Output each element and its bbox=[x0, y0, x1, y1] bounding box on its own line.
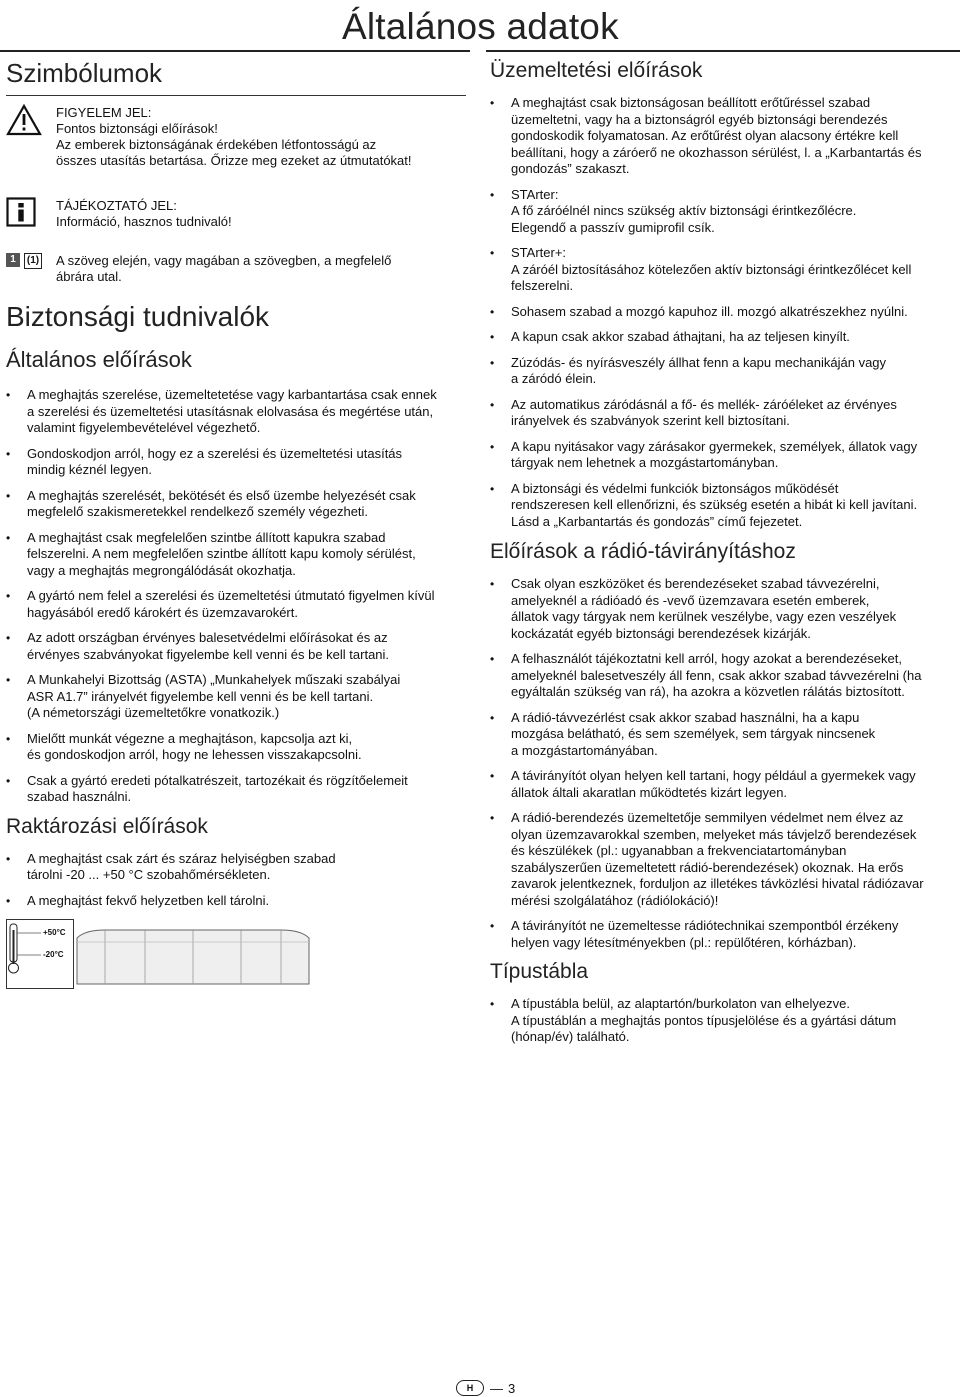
figure-number-paren-box: (1) bbox=[24, 253, 42, 269]
list-item-line: felszerelni. bbox=[511, 278, 574, 293]
list-item bbox=[6, 630, 466, 663]
list-item-line: A fő záróélnél nincs szükség aktív biztonsági érintkezőlécre. bbox=[511, 203, 857, 218]
list-item-line: ASR A1.7” irányelvét figyelembe kell venni és be kell tartani. bbox=[27, 688, 374, 704]
list-item-line: (A németországi üzemeltetőkre vonatkozik.) bbox=[27, 705, 280, 720]
list-item bbox=[490, 996, 952, 1046]
list-item bbox=[6, 773, 466, 806]
list-item bbox=[6, 588, 466, 621]
list-item-line: • A felhasználót tájékoztatni kell arról, hogy azokat a berendezéseket, bbox=[511, 651, 902, 666]
language-badge: H bbox=[456, 1380, 484, 1396]
page-footer bbox=[456, 1380, 515, 1396]
list-item-line: gondozás” szakaszt. bbox=[511, 161, 630, 176]
list-item-line: • A meghajtást fekvő helyzetben kell tárolni. bbox=[27, 892, 270, 908]
list-item-line: • A Munkahelyi Bizottság (ASTA) „Munkahelyek műszaki szabályai bbox=[27, 672, 401, 687]
nameplate-list bbox=[490, 996, 952, 1046]
list-item bbox=[490, 329, 952, 346]
list-item bbox=[490, 651, 952, 701]
right-column bbox=[490, 52, 952, 1055]
warning-line: összes utasítás betartása. Őrizze meg ezeket az útmutatókat! bbox=[56, 153, 412, 168]
list-item-line: helyen vagy létesítményekben (pl.: repülőtéren, kórházban). bbox=[511, 934, 857, 950]
list-item-line: megfelelő szakismeretekkel rendelkező személy végezheti. bbox=[27, 504, 369, 519]
figure-reference-line: A szöveg elején, vagy magában a szövegben, a megfelelő bbox=[56, 253, 392, 268]
list-item bbox=[490, 304, 952, 321]
left-column bbox=[6, 52, 466, 989]
list-item-line: tárgyak nem lehetnek a mozgástartományban. bbox=[511, 455, 779, 470]
operation-rules-list bbox=[490, 95, 952, 530]
list-item-line: • STArter: bbox=[511, 186, 559, 202]
list-item-line: • Az automatikus záródásnál a fő- és mellék- záróéleket az érvényes bbox=[511, 396, 897, 412]
list-item bbox=[6, 446, 466, 479]
list-item bbox=[6, 851, 466, 884]
list-item bbox=[490, 95, 952, 178]
list-item-line: vagy a meghajtás megrongálódását okozhatja. bbox=[27, 562, 296, 578]
list-item bbox=[6, 387, 466, 437]
list-item-line: • A rádió-távvezérlést csak akkor szabad használni, ha a kapu bbox=[511, 709, 860, 725]
list-item-line: • A meghajtás szerelése, üzemeltetetése vagy karbantartása csak ennek bbox=[27, 387, 437, 402]
list-item-line: amelyeknél balesetveszély áll fenn, csak akkor szabad távvezérelni (ha bbox=[511, 667, 922, 683]
storage-temperature-illustration bbox=[6, 919, 74, 989]
list-item-line: • A meghajtást csak zárt és száraz helyiségben szabad bbox=[27, 850, 336, 866]
footer-dash: — bbox=[490, 1380, 503, 1396]
list-item-line: • A kapu nyitásakor vagy zárásakor gyermekek, személyek, állatok vagy bbox=[511, 438, 918, 454]
list-item bbox=[490, 576, 952, 642]
list-item bbox=[6, 672, 466, 722]
list-item-line: hagyásából eredő károkért és üzemzavarokért. bbox=[27, 604, 298, 620]
list-item-line: felszerelni. A nem megfelelően szintbe állított kapu komoly sérülést, bbox=[27, 546, 416, 561]
list-item-line: egyáltalán szükség van rá), ha azokra a közvetlen rálátás biztosított. bbox=[511, 684, 905, 699]
list-item bbox=[490, 810, 952, 909]
info-symbol-row bbox=[6, 197, 466, 231]
list-item-line: • Gondoskodjon arról, hogy ez a szerelési és üzemeltetési utasítás bbox=[27, 445, 403, 461]
temp-low-label: -20°C bbox=[43, 950, 64, 959]
list-item-line: • Csak a gyártó eredeti pótalkatrészeit, tartozékait és rögzítőelemeit bbox=[27, 772, 408, 788]
nameplate-heading: Típustábla bbox=[490, 960, 589, 983]
list-item-line: mozgása belátható, és sem személyek, sem tárgyak nincsenek bbox=[511, 726, 876, 741]
list-item-line: valamint figyelembevételével végezhető. bbox=[27, 420, 261, 435]
list-item-line: tárolni -20 ... +50 °C szobahőmérsékleten. bbox=[27, 867, 271, 882]
general-rules-heading: Általános előírások bbox=[6, 347, 192, 372]
list-item-line: • Csak olyan eszközöket és berendezéseket szabad távvezérelni, bbox=[511, 576, 880, 591]
list-item-line: • A távirányítót ne üzemeltesse rádiótechnikai szempontból érzékeny bbox=[511, 918, 899, 933]
warning-line: Az emberek biztonságának érdekében létfontosságú az bbox=[56, 137, 377, 152]
list-item-line: érvényes szabványokat figyelembe kell venni és be kell tartani. bbox=[27, 646, 390, 662]
list-item bbox=[490, 397, 952, 430]
general-rules-list bbox=[6, 387, 466, 806]
list-item-line: a szerelési és üzemeltetési utasításnak elolvasása és megértése után, bbox=[27, 403, 434, 419]
list-item-line: • A típustábla belül, az alaptartón/burkolaton van elhelyezve. bbox=[511, 996, 850, 1011]
list-item bbox=[490, 710, 952, 760]
list-item-line: a záródó élein. bbox=[511, 371, 597, 386]
warning-symbol-row bbox=[6, 104, 466, 169]
list-item bbox=[490, 918, 952, 951]
list-item bbox=[490, 481, 952, 531]
list-item-line: • A meghajtást csak megfelelően szintbe állított kapukra szabad bbox=[27, 529, 386, 545]
list-item-line: amelyeknél a rádióadó és -vevő üzemzavara esetén emberek, bbox=[511, 592, 870, 608]
list-item-line: zavarok jelentkeznek, forduljon az illetékes távközlési hivatal rádiózavar bbox=[511, 876, 924, 891]
page-header bbox=[0, 0, 960, 52]
info-label: TÁJÉKOZTATÓ JEL: bbox=[56, 198, 177, 213]
list-item-line: (hónap/év) található. bbox=[511, 1029, 630, 1044]
page-title: Általános adatok bbox=[342, 6, 619, 47]
list-item-line: A záróél biztosításához kötelezően aktív biztonsági érintkezőlécet kell bbox=[511, 261, 912, 277]
list-item bbox=[6, 530, 466, 580]
list-item-line: és gondoskodjon arról, hogy ne lehessen visszakapcsolni. bbox=[27, 747, 362, 762]
package-box-drawing bbox=[75, 928, 311, 986]
list-item-line: szabályszerűen üzemeltetett rádió-berendezések) okoznak. Ha erős bbox=[511, 859, 904, 875]
radio-rules-list bbox=[490, 576, 952, 951]
list-item-line: • STArter+: bbox=[511, 245, 567, 260]
figure-reference-line: ábrára utal. bbox=[56, 269, 122, 284]
list-item-line: mindig kéznél legyen. bbox=[27, 462, 153, 477]
warning-label: FIGYELEM JEL: bbox=[56, 105, 152, 120]
list-item-line: • A biztonsági és védelmi funkciók biztonságos működését bbox=[511, 480, 839, 496]
symbols-heading: Szimbólumok bbox=[6, 58, 163, 88]
warning-line: Fontos biztonsági előírások! bbox=[56, 121, 218, 136]
list-item-line: állatok általi akaratlan működtetés kizárt legyen. bbox=[511, 784, 788, 800]
list-item-line: • A távirányítót olyan helyen kell tartani, hogy például a gyermekek vagy bbox=[511, 768, 916, 783]
list-item bbox=[490, 355, 952, 388]
figure-number-box: 1 bbox=[6, 253, 20, 267]
list-item-line: állatok vagy tárgyak nem kerülnek veszélybe, vagy ezen veszélyek bbox=[511, 609, 897, 624]
storage-rules-list bbox=[6, 851, 466, 910]
list-item-line: • Az adott országban érvényes balesetvédelmi előírásokat és az bbox=[27, 630, 388, 645]
info-icon bbox=[6, 197, 56, 231]
list-item-line: a mozgástartományában. bbox=[511, 742, 658, 758]
list-item-line: • A gyártó nem felel a szerelési és üzemeltetési útmutató figyelmen kívül bbox=[27, 588, 435, 603]
list-item-line: üzemeltetni, vagy ha a biztonságról egyéb biztonsági berendezés bbox=[511, 111, 888, 127]
list-item-line: • Zúzódás- és nyírásveszély állhat fenn a kapu mechanikáján vagy bbox=[511, 354, 887, 370]
list-item-line: A típustáblán a meghajtás pontos típusjelölése és a gyártási dátum bbox=[511, 1012, 897, 1028]
list-item-line: irányelvek és szabványok szerint kell biztosítani. bbox=[511, 413, 790, 428]
list-item-line: • Sohasem szabad a mozgó kapuhoz ill. mozgó alkatrészekhez nyúlni. bbox=[511, 303, 908, 319]
info-line: Információ, hasznos tudnivaló! bbox=[56, 214, 232, 229]
list-item-line: és készülékek (pl.: ugyanabban a frekvenciatartományban bbox=[511, 843, 847, 858]
list-item-line: rendszeresen kell ellenőrizni, és szükség esetén a hibát ki kell javítani. bbox=[511, 497, 918, 512]
list-item bbox=[490, 439, 952, 472]
symbols-rule bbox=[6, 95, 466, 96]
page-number: 3 bbox=[508, 1380, 516, 1396]
list-item-line: Elegendő a passzív gumiprofil csík. bbox=[511, 219, 715, 235]
storage-heading: Raktározási előírások bbox=[6, 814, 208, 838]
list-item-line: beállítani, hogy a záróerő ne okozhasson sérülést, l. a „Karbantartás és bbox=[511, 144, 922, 160]
list-item-line: • A meghajtás szerelését, bekötését és első üzembe helyezését csak bbox=[27, 487, 416, 503]
list-item-line: • A rádió-berendezés üzemeltetője semmilyen védelmet nem élvez az bbox=[511, 810, 904, 825]
list-item bbox=[490, 245, 952, 295]
safety-heading: Biztonsági tudnivalók bbox=[6, 301, 270, 332]
list-item-line: • A meghajtást csak biztonságosan beállított erőtűréssel szabad bbox=[511, 95, 871, 110]
list-item-line: kockázatát egyéb biztonsági berendezések kizárják. bbox=[511, 625, 811, 641]
list-item bbox=[490, 187, 952, 237]
list-item-line: gondoskodik folyamatosan. Az erőtűrést olyan alacsony értékre kell bbox=[511, 128, 899, 143]
list-item-line: szabad használni. bbox=[27, 789, 132, 804]
temp-high-label: +50°C bbox=[43, 928, 66, 937]
radio-heading: Előírások a rádió-távirányításhoz bbox=[490, 540, 796, 563]
list-item-line: • A kapun csak akkor szabad áthajtani, ha az teljesen kinyílt. bbox=[511, 329, 850, 344]
list-item-line: olyan üzemzavarokkal szemben, melyeket más távjelző berendezések bbox=[511, 826, 917, 842]
list-item-line: • Mielőtt munkát végezne a meghajtáson, kapcsolja azt ki, bbox=[27, 730, 353, 746]
list-item-line: Lásd a „Karbantartás és gondozás” című fejezetet. bbox=[511, 513, 803, 529]
list-item bbox=[490, 768, 952, 801]
list-item bbox=[6, 488, 466, 521]
list-item bbox=[6, 731, 466, 764]
operation-heading: Üzemeltetési előírások bbox=[490, 59, 703, 82]
list-item-line: mérési szolgálatához (rádiólokáció)! bbox=[511, 892, 719, 908]
warning-triangle-icon bbox=[6, 104, 56, 140]
figure-reference-row bbox=[6, 251, 466, 285]
list-item bbox=[6, 893, 466, 910]
